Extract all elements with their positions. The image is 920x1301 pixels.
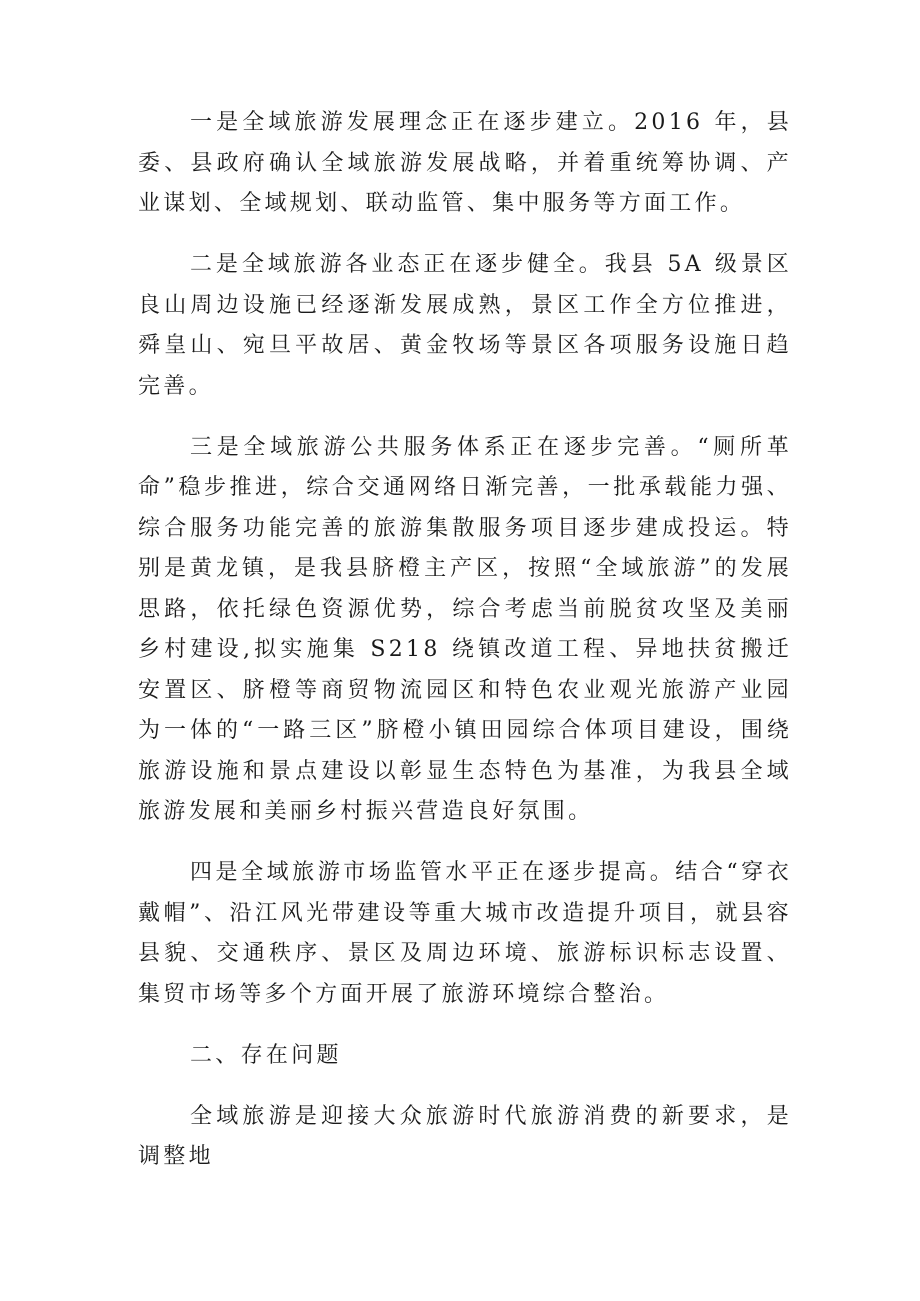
paragraph-market-supervision: 四是全域旅游市场监管水平正在逐步提高。结合“穿衣戴帽”、沿江风光带建设等重大城市改造提升项目，就县容县貌、交通秩序、景区及周边环境、旅游标识标志设置、集贸市场等多个方面开展了旅游环境综合整治。 — [138, 860, 792, 1007]
paragraph-tourism-concept: 一是全域旅游发展理念正在逐步建立。2016 年，县委、县政府确认全域旅游发展战略，并着重统筹协调、产业谋划、全域规划、联动监管、集中服务等方面工作。 — [138, 110, 792, 216]
section-heading: 二、存在问题 — [190, 1042, 342, 1068]
paragraph-business-formats: 二是全域旅游各业态正在逐步健全。我县 5A 级景区良山周边设施已经逐渐发展成熟，景区工作全方位推进，舜皇山、宛旦平故居、黄金牧场等景区各项服务设施日趋完善。 — [138, 252, 792, 399]
paragraph-public-service: 三是全域旅游公共服务体系正在逐步完善。“厕所革命”稳步推进，综合交通网络日渐完善，一批承载能力强、综合服务功能完善的旅游集散服务项目逐步建成投运。特别是黄龙镇，是我县脐橙主产区，按照“全域旅游”的发展思路，依托绿色资源优势，综合考虑当前脱贫攻坚及美丽乡村建设,拟实施集 S218 绕镇改道工程、异地扶贫搬迁安置区、脐橙等商贸物流园区和特色农业观光旅游产业园为一体的“一路三区”脐橙小镇田园综合体项目建设，围绕旅游设施和景点建设以彰显生态特色为基准，为我县全域旅游发展和美丽乡村振兴营造良好氛围。 — [138, 434, 792, 824]
document-body — [138, 103, 792, 1198]
paragraph-intro-issues: 全域旅游是迎接大众旅游时代旅游消费的新要求，是调整地 — [138, 1103, 792, 1169]
